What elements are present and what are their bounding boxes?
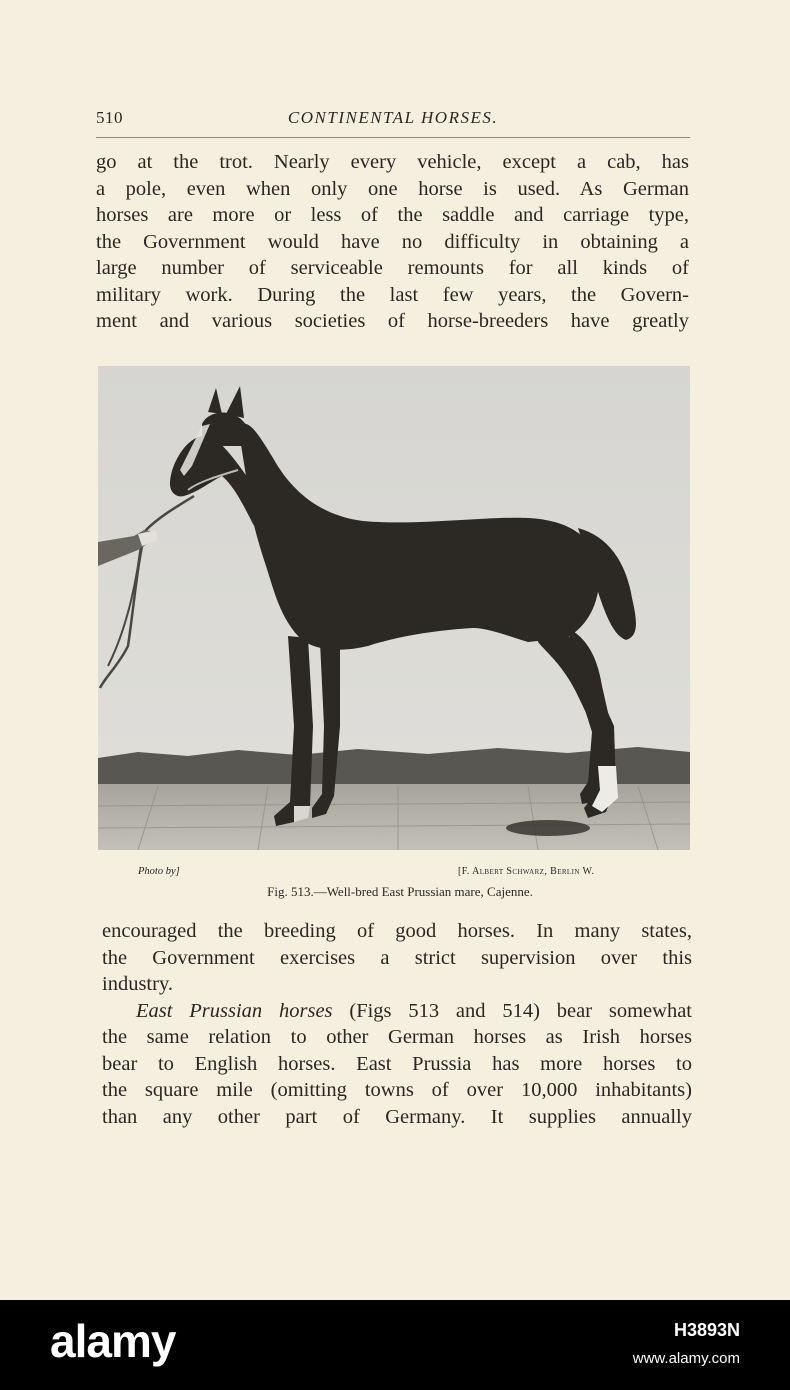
image-id: H3893N [673, 1320, 740, 1340]
ground-shadow [506, 820, 590, 836]
text-line: bear to English horses. East Prussia has more horses to [102, 1052, 692, 1075]
text-line: encouraged the breeding of good horses. In many states, [102, 920, 692, 942]
text-line: a pole, even when only one horse is used. As German [96, 177, 689, 200]
horse-illustration [98, 366, 690, 850]
text-line: the same relation to other German horses as Irish horses [102, 1026, 692, 1048]
italic-lead: East Prussian horses [136, 999, 333, 1022]
lead-line-rest: (Figs 513 and 514) bear somewhat [332, 999, 692, 1022]
site-url: www.alamy.com [632, 1350, 740, 1367]
text-line: horses are more or less of the saddle and carriage type, [96, 204, 689, 226]
figure-caption: Fig. 513.—Well-bred East Prussian mare, Cajenne. [267, 884, 533, 899]
running-title: CONTINENTAL HORSES. [287, 108, 499, 127]
running-head [96, 108, 690, 132]
text-line: industry. [102, 973, 173, 995]
text-line: the square mile (omitting towns of over 10,000 inhabitants) [102, 1079, 692, 1101]
text-line: ment and various societies of horse-breeders have greatly [96, 310, 689, 332]
paragraph-lead-line [102, 998, 692, 1025]
text-line: than any other part of Germany. It supplies annually [102, 1105, 692, 1128]
top-paragraph [96, 149, 689, 335]
horse-photograph [98, 366, 690, 850]
stock-footer [0, 1300, 790, 1390]
text-line: the Government exercises a strict supervision over this [102, 946, 692, 969]
text-line: the Government would have no difficulty in obtaining a [96, 230, 689, 253]
photographer-credit: [F. Albert Schwarz, Berlin W. [458, 866, 595, 877]
text-line: military work. During the last few years, the Govern- [96, 283, 689, 306]
header-rule [96, 137, 690, 138]
brand-logo: alamy [50, 1315, 176, 1367]
photo-credit-label: Photo by] [138, 866, 180, 877]
page-number: 510 [96, 108, 123, 127]
text-line: go at the trot. Nearly every vehicle, except a cab, has [96, 151, 689, 173]
bottom-text [102, 918, 692, 1130]
text-line: large number of serviceable remounts for all kinds of [96, 257, 689, 279]
